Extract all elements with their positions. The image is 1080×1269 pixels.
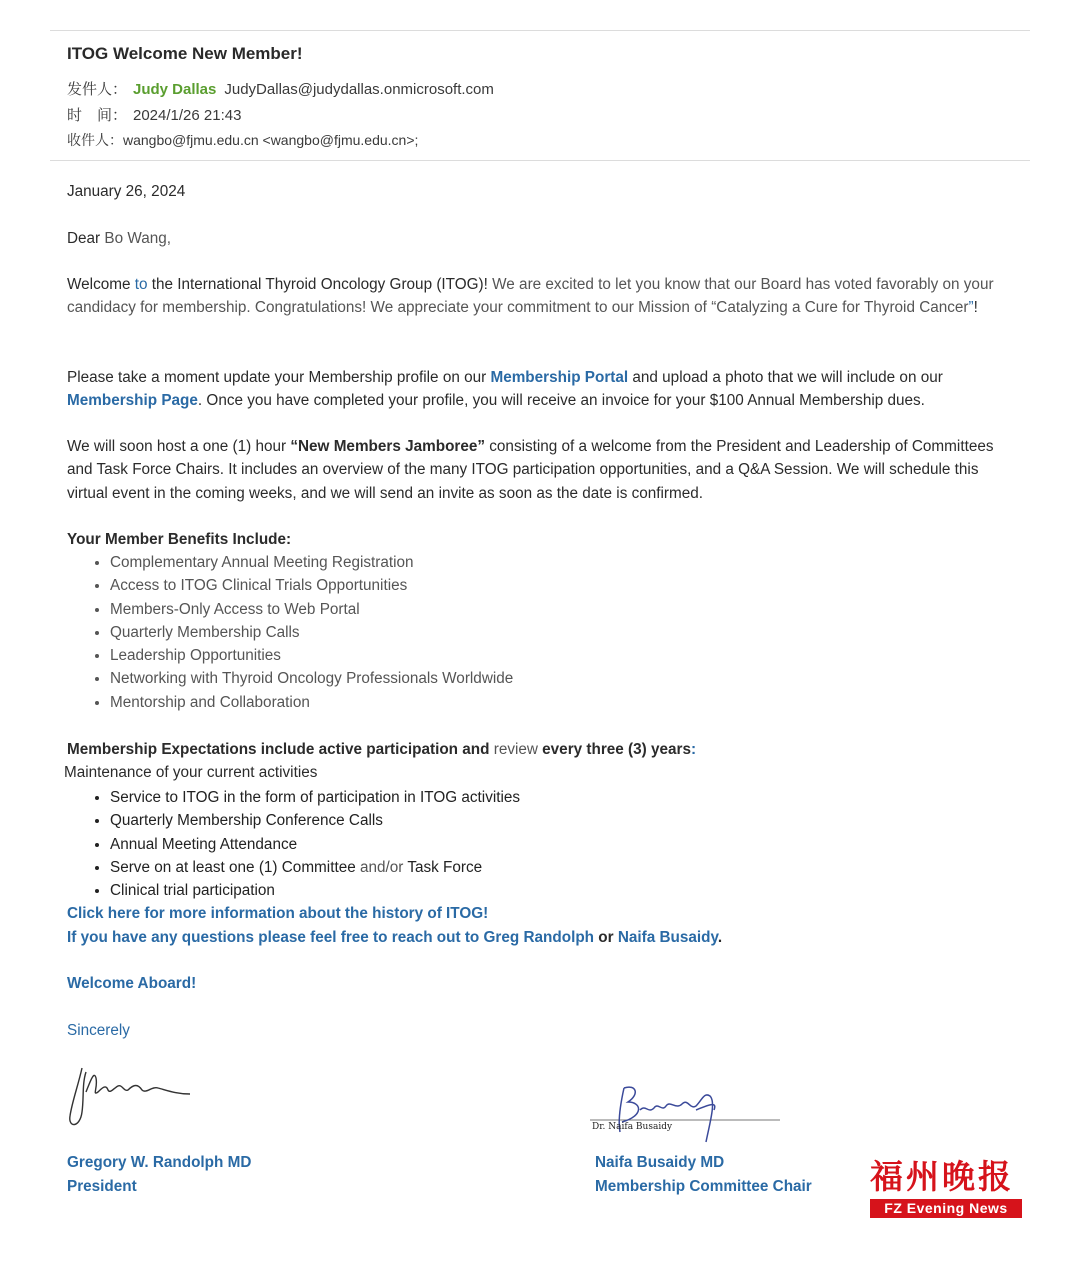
p3-text-b: consisting of a welcome from the President and Leadership of Committees and Task Force Chairs. It includes an overview of the many ITOG participation opportunities, and a Q&A Session. We will schedule this virtual event in the coming weeks, and we will send an invite as soon as the date is confirmed. (67, 438, 994, 502)
list-item: • Quarterly Membership Calls (110, 621, 513, 644)
exp4-text: Serve on at least one (1) Committee (110, 858, 360, 876)
expectations-subheading: Maintenance of your current activities (64, 764, 318, 781)
closing: Sincerely (67, 1022, 130, 1039)
list-item: • Service to ITOG in the form of participation in ITOG activities (110, 786, 520, 809)
paragraph-profile (67, 366, 1017, 413)
greeting-prefix: Dear (67, 230, 101, 247)
p3-text-a: We will soon host a one (1) hour (67, 438, 291, 455)
p2-text-b: and upload a photo that we will include on our (628, 369, 943, 386)
exp4-rest: Task Force (403, 858, 483, 876)
benefits-list (67, 551, 513, 714)
expectations-list (67, 786, 520, 902)
greg-randolph-link[interactable]: Greg Randolph (483, 929, 595, 946)
greeting-name: Bo Wang, (100, 230, 172, 247)
membership-page-link[interactable]: Membership Page (67, 392, 198, 410)
p2-text-c: . Once you have completed your profile, you will receive an invoice for your $100 Annual Membership dues. (197, 392, 925, 410)
time-label: 时 间： (67, 107, 128, 124)
list-item: • Clinical trial participation (110, 879, 520, 902)
welcome-aboard: Welcome Aboard! (67, 975, 197, 992)
naifa-busaidy-link[interactable]: Naifa Busaidy (617, 929, 718, 946)
questions-line (67, 926, 1017, 949)
benefits-heading: Your Member Benefits Include: (67, 531, 292, 548)
list-item (110, 856, 520, 879)
list-item: • Complementary Annual Meeting Registration (110, 551, 513, 574)
p1-quote-open: “ (711, 299, 717, 317)
letter-date: January 26, 2024 (67, 183, 186, 200)
email-subject: ITOG Welcome New Member! (67, 44, 303, 63)
greeting (67, 227, 1017, 250)
time-row (67, 104, 241, 125)
paragraph-welcome (67, 273, 1017, 320)
logo-chinese-text: 福州晚报 (870, 1157, 1014, 1196)
questions-end: . (717, 929, 723, 946)
list-item: • Networking with Thyroid Oncology Professionals Worldwide (110, 667, 513, 690)
list-item: • Mentorship and Collaboration (110, 691, 513, 714)
from-row (67, 78, 494, 99)
p1-quote-close: ” (968, 299, 974, 317)
left-signatory-title: President (67, 1178, 137, 1195)
list-item: • Annual Meeting Attendance (110, 833, 520, 856)
left-signatory-name: Gregory W. Randolph MD (67, 1154, 252, 1171)
jamboree-title: “New Members Jamboree” (290, 438, 486, 455)
p1-text-a: Welcome (67, 276, 135, 293)
p1-to: to (134, 276, 148, 293)
questions-or: or (594, 929, 618, 946)
p1-end: ! (973, 299, 978, 317)
busaidy-signature (590, 1080, 790, 1152)
to-label: 收件人： (67, 132, 123, 148)
left-signatory (67, 1151, 251, 1199)
list-item: • Members-Only Access to Web Portal (110, 598, 513, 621)
sender-email[interactable]: JudyDallas@judydallas.onmicrosoft.com (224, 81, 494, 98)
expectations-heading (67, 738, 1017, 761)
list-item: • Quarterly Membership Conference Calls (110, 809, 520, 832)
exp-heading-colon: : (691, 741, 697, 758)
recipient[interactable]: wangbo@fjmu.edu.cn <wangbo@fjmu.edu.cn>; (123, 132, 419, 148)
p2-text-a: Please take a moment update your Membership profile on our (67, 369, 491, 386)
history-link[interactable]: Click here for more information about the history of ITOG! (67, 905, 489, 922)
randolph-signature (62, 1062, 202, 1132)
paragraph-jamboree (67, 435, 1017, 505)
from-label: 发件人： (67, 81, 128, 98)
time-value: 2024/1/26 21:43 (133, 107, 242, 124)
logo-english-text: FZ Evening News (870, 1199, 1022, 1218)
top-divider (50, 30, 1030, 31)
exp-heading-b: every three (3) years (537, 741, 691, 758)
exp-heading-a: Membership Expectations include active participation and (67, 741, 494, 758)
fz-evening-news-logo (870, 1158, 1022, 1218)
right-signatory (595, 1151, 812, 1199)
to-row (67, 130, 418, 150)
list-item: • Access to ITOG Clinical Trials Opportunities (110, 574, 513, 597)
p1-mission: Catalyzing a Cure for Thyroid Cancer (716, 299, 969, 317)
p1-text-b: the International Thyroid Oncology Group (ITOG)! (147, 276, 488, 293)
p1-text-c: We are excited to let you know that our Board has voted favorably on your candidacy for membership. Congratulations! We appreciate your commitment to our Mission of (67, 276, 994, 317)
questions-text: If you have any questions please feel free to reach out to (67, 929, 484, 946)
busaidy-signature-caption: Dr. Naifa Busaidy (592, 1122, 673, 1132)
sender-name[interactable]: Judy Dallas (133, 81, 217, 98)
right-signatory-title: Membership Committee Chair (595, 1178, 812, 1195)
exp-heading-review: review (493, 741, 538, 758)
right-signatory-name: Naifa Busaidy MD (595, 1154, 725, 1171)
list-item: • Leadership Opportunities (110, 644, 513, 667)
header-divider (50, 160, 1030, 161)
exp4-andor: and/or (359, 858, 404, 876)
membership-portal-link[interactable]: Membership Portal (490, 369, 629, 386)
